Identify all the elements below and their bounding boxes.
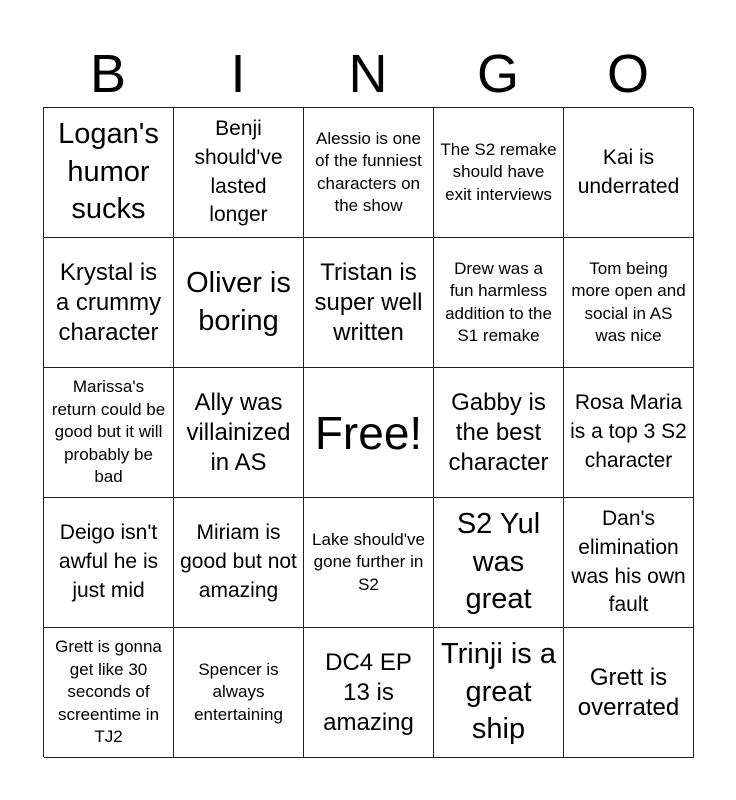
bingo-cell: Dan's elimination was his own fault: [564, 498, 694, 628]
bingo-cell: Oliver is boring: [174, 238, 304, 368]
bingo-header: [43, 40, 693, 108]
bingo-cell: Marissa's return could be good but it will probably be bad: [44, 368, 174, 498]
bingo-cell: Krystal is a crummy character: [44, 238, 174, 368]
bingo-cell: Spencer is always entertaining: [174, 628, 304, 758]
bingo-cell: Alessio is one of the funniest characters on the show: [304, 108, 434, 238]
header-letter-n: N: [348, 44, 388, 104]
bingo-cell: Trinji is a great ship: [434, 628, 564, 758]
bingo-cell: Ally was villainized in AS: [174, 368, 304, 498]
bingo-cell: Gabby is the best character: [434, 368, 564, 498]
bingo-cell: Deigo isn't awful he is just mid: [44, 498, 174, 628]
bingo-cell: Drew was a fun harmless addition to the S1 remake: [434, 238, 564, 368]
bingo-cell: Grett is gonna get like 30 seconds of screentime in TJ2: [44, 628, 174, 758]
header-letter-o: O: [606, 44, 649, 104]
bingo-cell: Logan's humor sucks: [44, 108, 174, 238]
bingo-cell: Benji should've lasted longer: [174, 108, 304, 238]
bingo-cell: Tristan is super well written: [304, 238, 434, 368]
bingo-cell: Grett is overrated: [564, 628, 694, 758]
bingo-cell: Tom being more open and social in AS was nice: [564, 238, 694, 368]
bingo-cell: Kai is underrated: [564, 108, 694, 238]
bingo-board: [43, 107, 693, 757]
header-letter-g: G: [476, 44, 519, 104]
bingo-cell: Miriam is good but not amazing: [174, 498, 304, 628]
bingo-cell: S2 Yul was great: [434, 498, 564, 628]
bingo-cell: DC4 EP 13 is amazing: [304, 628, 434, 758]
header-letter-b: B: [89, 44, 127, 104]
bingo-cell: Lake should've gone further in S2: [304, 498, 434, 628]
header-letter-i: I: [230, 44, 246, 104]
bingo-cell: Rosa Maria is a top 3 S2 character: [564, 368, 694, 498]
free-space-cell: Free!: [304, 368, 434, 498]
bingo-cell: The S2 remake should have exit interviews: [434, 108, 564, 238]
